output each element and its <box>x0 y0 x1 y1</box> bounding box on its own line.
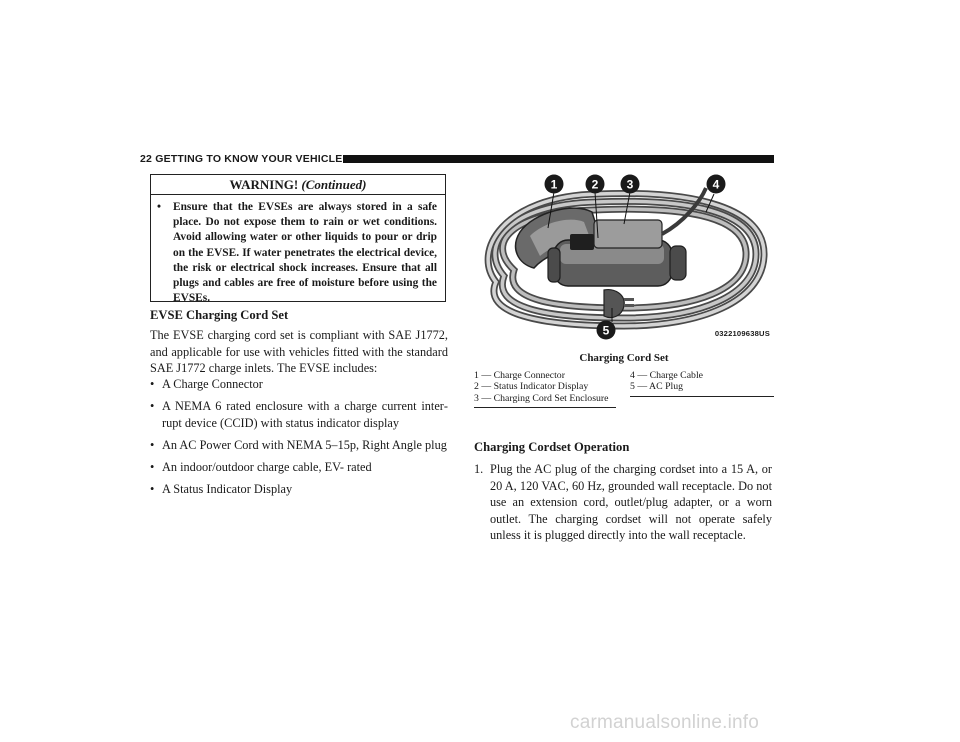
charging-cord-set-figure <box>474 172 774 344</box>
section-title: GETTING TO KNOW YOUR VEHICLE <box>155 153 343 165</box>
figure-image-code: 0322109638US <box>714 329 770 338</box>
callout-4-label: 4 <box>712 177 720 192</box>
warning-title: WARNING! <box>229 177 299 192</box>
list-item-text: A Status Indicator Display <box>162 481 293 496</box>
bullet-icon: • <box>157 201 161 213</box>
charging-cord-set-illustration <box>474 172 774 344</box>
section-heading-operation: Charging Cordset Operation <box>474 440 630 454</box>
step-number: 1. <box>474 462 484 476</box>
callout-2-label: 2 <box>591 177 599 192</box>
list-item <box>150 459 448 476</box>
bullet-icon: • <box>150 437 155 452</box>
warning-box <box>150 174 446 305</box>
list-item-text: A Charge Connector <box>162 377 263 391</box>
page-number: 22 <box>140 153 153 165</box>
figure-caption: Charging Cord Set <box>579 352 669 364</box>
legend-item: 3 — Charging Cord Set Enclosure <box>474 392 609 404</box>
figure-legend-right <box>630 370 774 397</box>
callout-1-label: 1 <box>550 177 558 192</box>
figure-legend-left <box>474 370 616 408</box>
watermark: carmanualsonline.info <box>570 712 760 733</box>
warning-body <box>151 195 445 306</box>
list-item-text: A NEMA 6 rated enclosure with a charge current interrupt device (CCID) with status indicator display <box>162 398 448 430</box>
list-item <box>150 481 448 498</box>
header-rule <box>343 155 774 163</box>
legend-item: 1 — Charge Connector <box>474 370 565 381</box>
warning-heading <box>151 175 445 195</box>
legend-item: 5 — AC Plug <box>630 381 684 393</box>
section-heading-evse: EVSE Charging Cord Set <box>150 308 289 322</box>
list-item-text: An AC Power Cord with NEMA 5–15p, Right Angle plug <box>162 437 447 452</box>
bullet-icon: • <box>150 459 155 474</box>
legend-item: 2 — Status Indicator Display <box>474 381 589 393</box>
page-header-text <box>140 152 342 166</box>
bullet-icon: • <box>150 398 155 413</box>
operation-step <box>474 461 772 544</box>
page-header <box>140 152 774 166</box>
evse-includes-list <box>150 376 448 503</box>
list-item-text: An indoor/outdoor charge cable, EV- rated <box>162 459 372 474</box>
legend-item: 4 — Charge Cable <box>630 370 704 381</box>
bullet-icon: • <box>150 377 155 391</box>
warning-text: Ensure that the EVSEs are always stored in a safe place. Do not expose them to rain or wet conditions. Avoid allowing water or other liquids to pour or drip on the EVSE. If water penetrates the electrical device, the risk or electrical shock increases. Ensure that all plugs and cables are free of moisture before using the EVSEs. <box>173 201 437 305</box>
step-text: Plug the AC plug of the charging cordset into a 15 A, or 20 A, 120 VAC, 60 Hz, grounded wall receptacle. Do not use an extension cord, outlet/plug adapter, or a worn outlet. The charging cordset will not operate safely unless it is plugged directly into the wall receptacle. <box>490 462 772 543</box>
evse-intro-paragraph: The EVSE charging cord set is compliant with SAE J1772, and applicable for use with vehicles fitted with the standard SAE J1772 charge inlets. The EVSE includes: <box>150 328 448 376</box>
list-item <box>150 376 448 393</box>
list-item <box>150 398 448 431</box>
list-item <box>150 437 448 454</box>
bullet-icon: • <box>150 481 155 496</box>
callout-3-label: 3 <box>626 177 634 192</box>
callout-5-label: 5 <box>602 323 610 338</box>
warning-continued: (Continued) <box>301 177 367 192</box>
